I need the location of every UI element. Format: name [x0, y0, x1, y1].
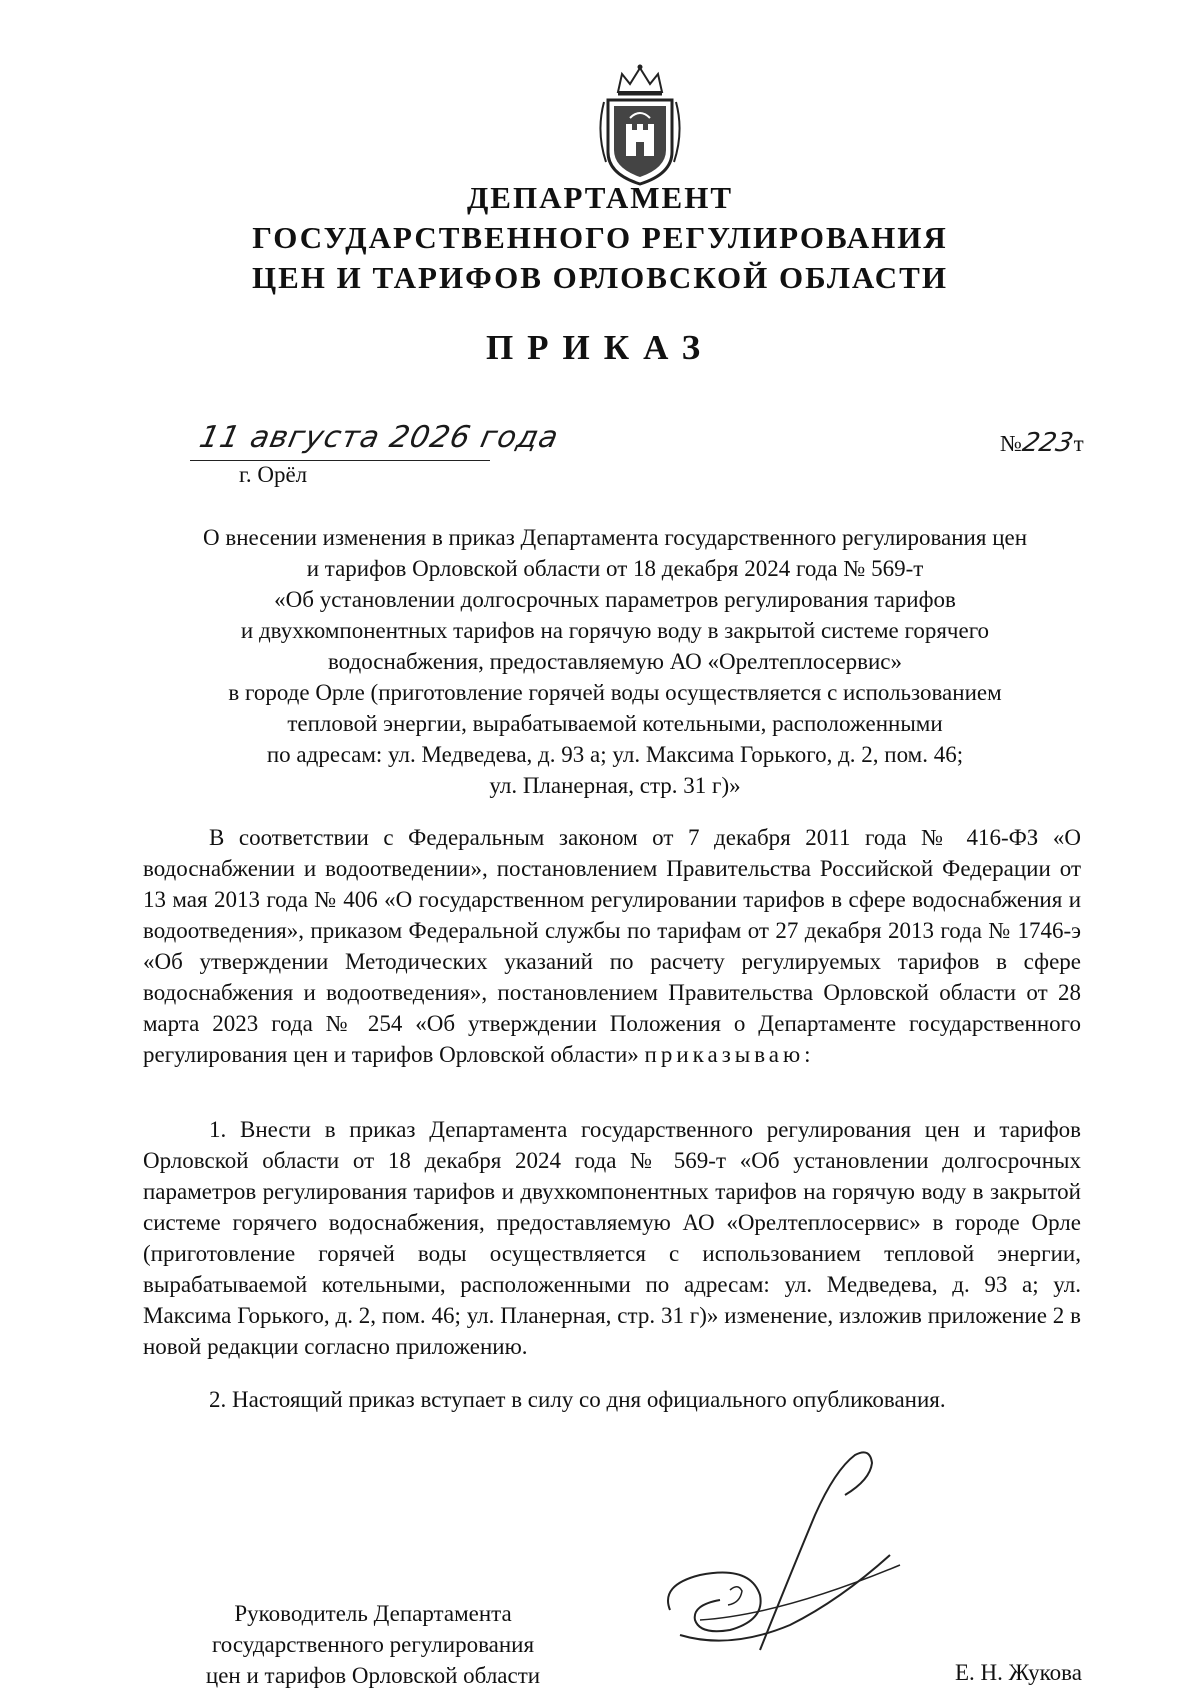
signer-position-line: государственного регулирования: [211, 1632, 535, 1657]
preamble-paragraph: [143, 822, 1081, 1070]
department-name-line-1: ДЕПАРТАМЕНТ: [466, 180, 734, 215]
signer-position: [178, 1598, 568, 1691]
coat-of-arms-emblem: [590, 62, 690, 192]
title-line: тепловой энергии, вырабатываемой котельными, расположенными: [287, 711, 943, 736]
title-line: по адресам: ул. Медведева, д. 93 а; ул. Максима Горького, д. 2, пом. 46;: [266, 742, 964, 767]
signer-name: Е. Н. Жукова: [955, 1660, 1082, 1685]
order-number-suffix: т: [1073, 431, 1084, 456]
order-title: [150, 522, 1080, 801]
title-line: и двухкомпонентных тарифов на горячую воду в закрытой системе горячего: [240, 618, 990, 643]
handwritten-order-number: 223: [1019, 428, 1076, 458]
title-line: О внесении изменения в приказ Департамента государственного регулирования цен: [202, 525, 1028, 550]
city-label: г. Орёл: [239, 462, 308, 487]
department-name-line-3: ЦЕН И ТАРИФОВ ОРЛОВСКОЙ ОБЛАСТИ: [252, 260, 948, 295]
title-line: «Об установлении долгосрочных параметров регулирования тарифов: [274, 587, 956, 612]
date-underline: [190, 460, 490, 461]
signer-position-line: Руководитель Департамента: [234, 1601, 512, 1626]
signer-position-line: цен и тарифов Орловской области: [205, 1663, 541, 1688]
handwritten-signature: [640, 1435, 940, 1665]
title-line: и тарифов Орловской области от 18 декабря 2024 года № 569-т: [306, 556, 924, 581]
title-line: водоснабжения, предоставляемую АО «Орелтеплосервис»: [327, 649, 903, 674]
order-item-2: 2. Настоящий приказ вступает в силу со дня официального опубликования.: [209, 1387, 946, 1412]
handwritten-date: 11 августа 2026 года: [196, 420, 563, 455]
document-type-heading: ПРИКАЗ: [485, 328, 715, 367]
department-name-line-2: ГОСУДАРСТВЕННОГО РЕГУЛИРОВАНИЯ: [252, 220, 948, 255]
order-word: приказываю:: [644, 1042, 815, 1067]
order-number-prefix: №: [1000, 431, 1022, 456]
title-line: ул. Планерная, стр. 31 г)»: [489, 773, 741, 798]
order-item-1: 1. Внести в приказ Департамента государственного регулирования цен и тарифов Орловской области от 18 декабря 2024 года № 569-т «Об установлении долгосрочных параметров регулирования тарифов и двухкомпонентных тарифов на горячую воду в закрытой системе горячего водоснабжения, предоставляемую АО «Орелтеплосервис» в городе Орле (приготовление горячей воды осуществляется с использованием тепловой энергии, вырабатываемой котельными, расположенными по адресам: ул. Медведева, д. 93 а; ул. Максима Горького, д. 2, пом. 46; ул. Планерная, стр. 31 г)» изменение, изложив приложение 2 в новой редакции согласно приложению.: [143, 1117, 1081, 1359]
title-line: в городе Орле (приготовление горячей воды осуществляется с использованием: [228, 680, 1002, 705]
preamble-text: В соответствии с Федеральным законом от 7 декабря 2011 года № 416-ФЗ «О водоснабжении и водоотведении», постановлением Правительства Российской Федерации от 13 мая 2013 года № 406 «О государственном регулировании тарифов в сфере водоснабжения и водоотведения», приказом Федеральной службы по тарифам от 27 декабря 2013 года № 1746-э «Об утверждении Методических указаний по расчету регулируемых тарифов в сфере водоснабжения и водоотведения», постановлением Правительства Орловской области от 28 марта 2023 года № 254 «Об утверждении Положения о Департаменте государственного регулирования цен и тарифов Орловской области»: [143, 825, 1081, 1067]
order-number: [1000, 428, 1084, 458]
